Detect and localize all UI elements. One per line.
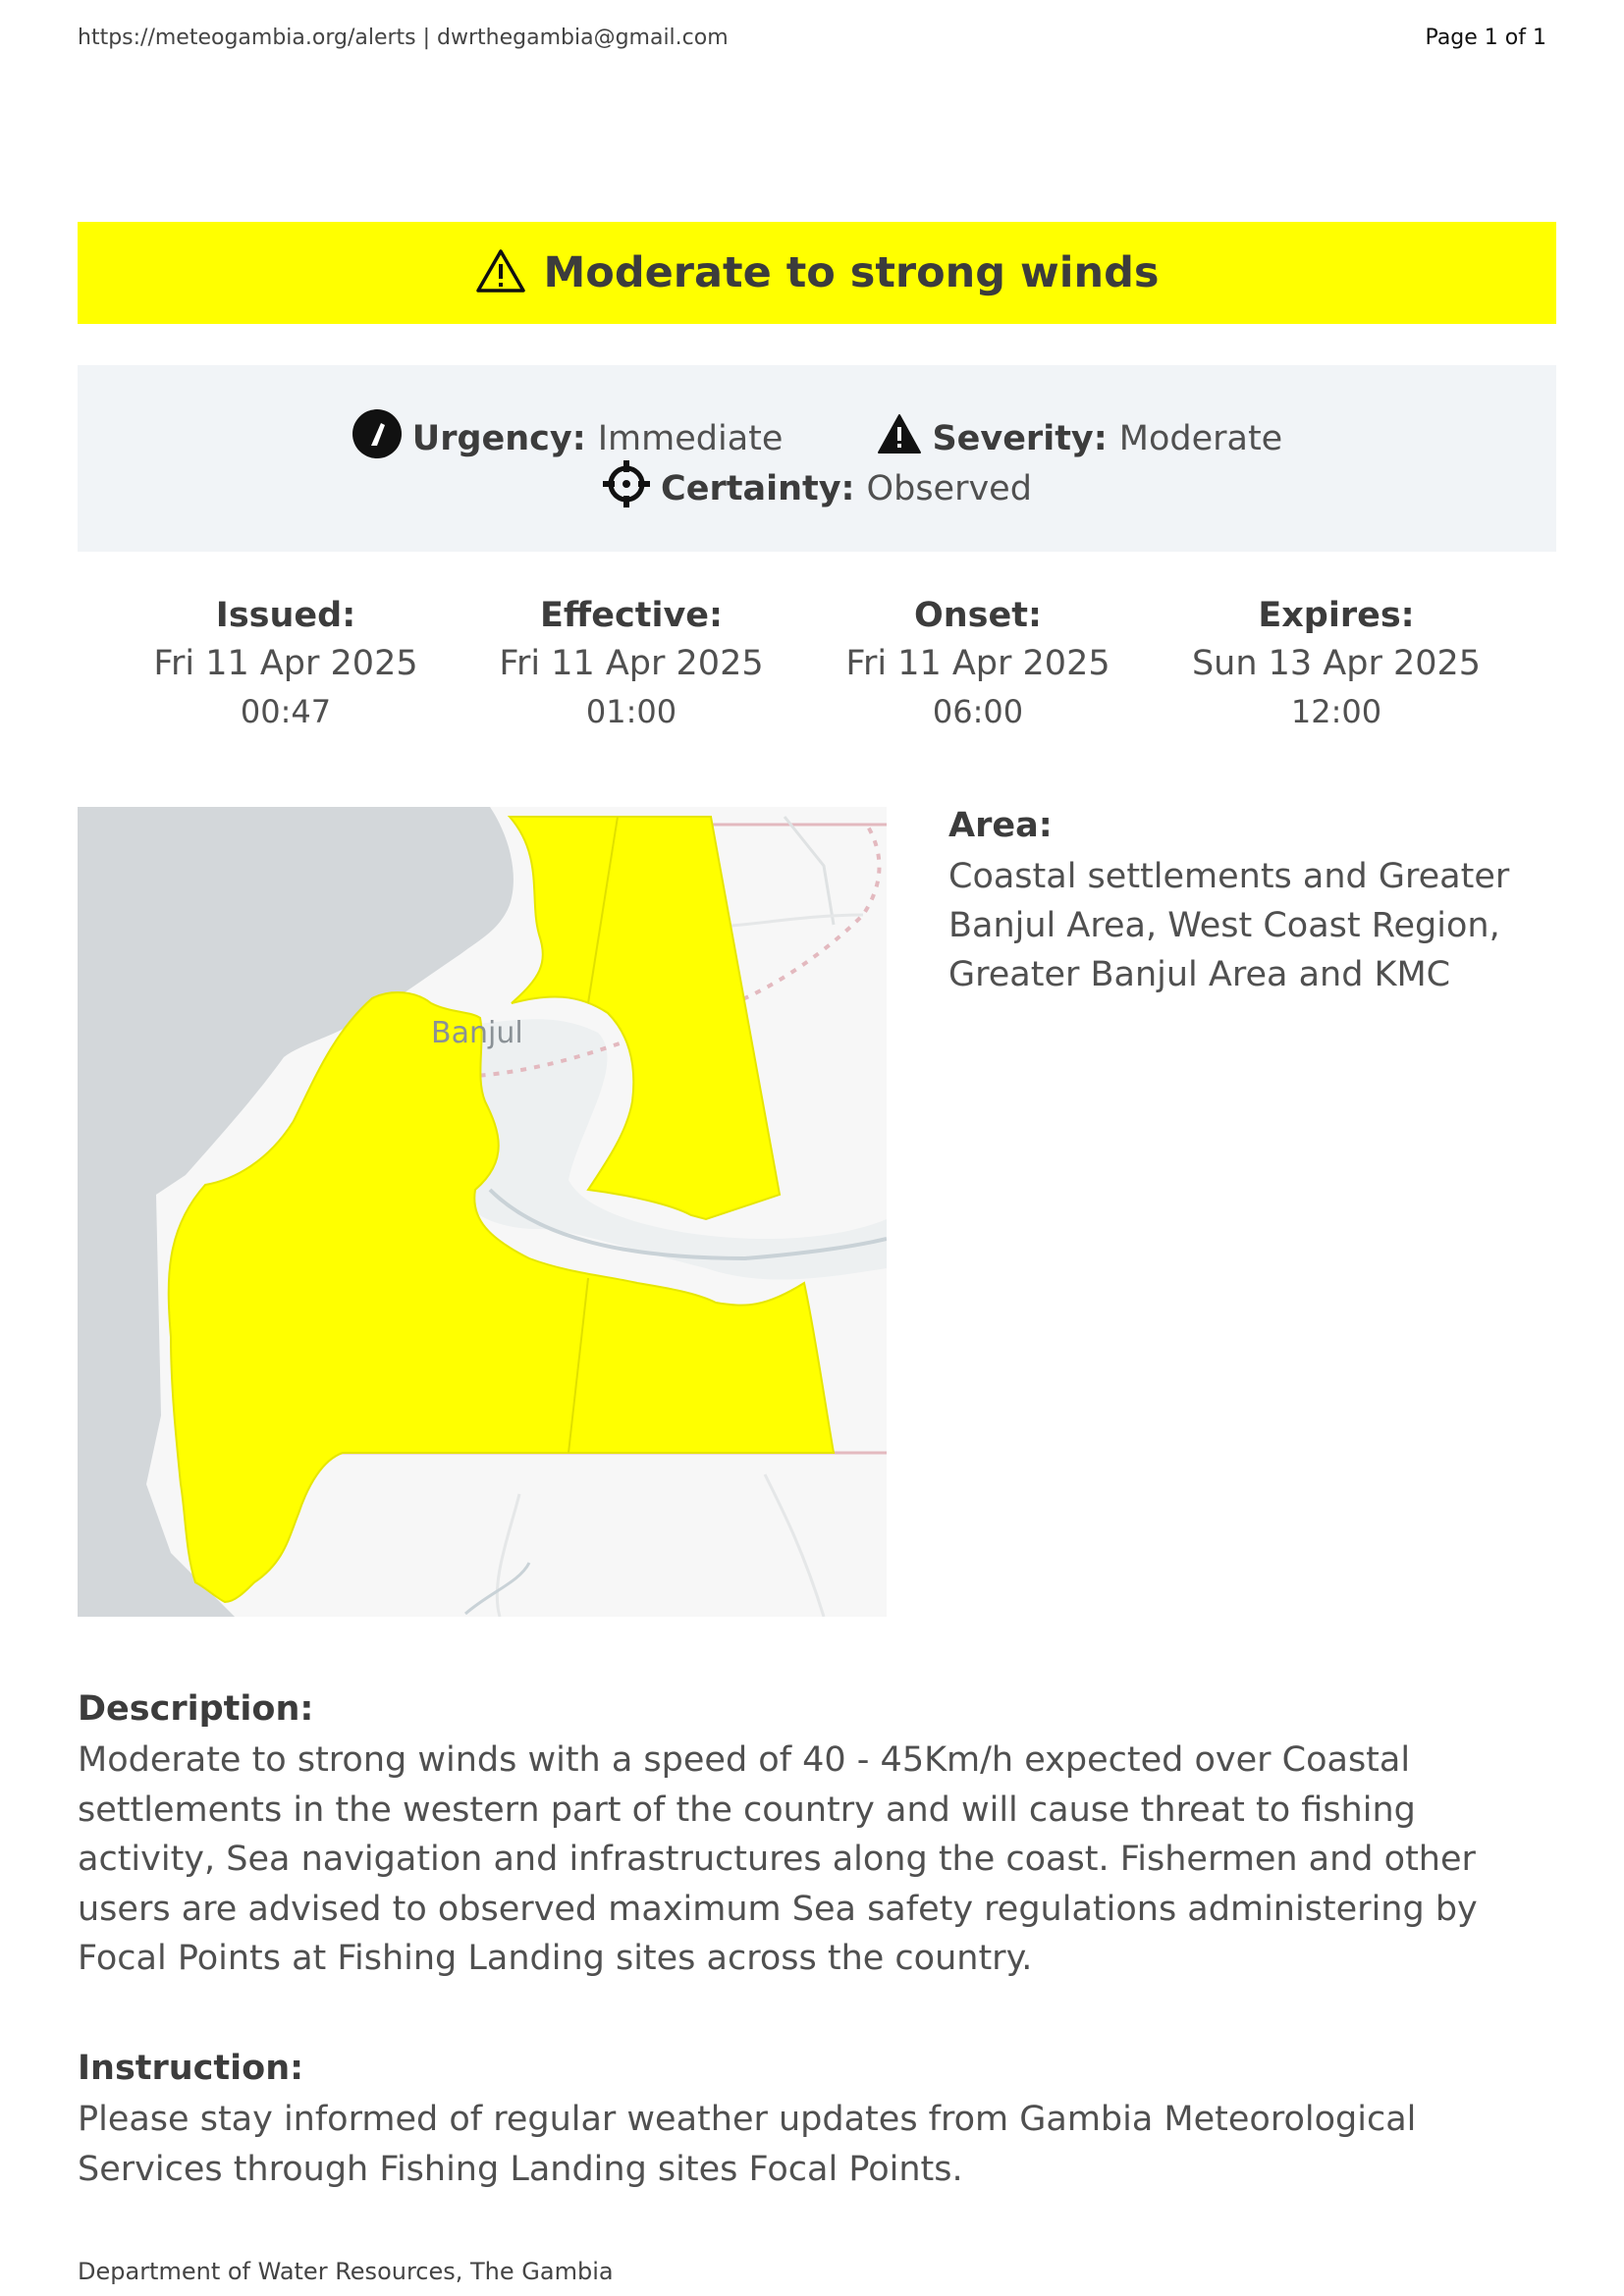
issued-column — [129, 592, 443, 735]
warning-triangle-icon — [475, 248, 526, 297]
onset-column — [821, 592, 1135, 735]
onset-label: Onset: — [914, 596, 1042, 635]
urgency-value: Immediate — [597, 418, 784, 458]
certainty-field — [602, 459, 1032, 517]
expires-time: 12:00 — [1290, 693, 1382, 730]
expires-label: Expires: — [1258, 596, 1415, 635]
header-url-email: https://meteogambia.org/alerts | dwrthegambia@gmail.com — [78, 26, 729, 50]
alert-timeline — [78, 592, 1556, 739]
area-label: Area: — [948, 806, 1053, 845]
footer-text: Department of Water Resources, The Gambia — [78, 2258, 614, 2285]
effective-column — [474, 592, 788, 735]
instruction-label: Instruction: — [78, 2049, 304, 2088]
issued-time: 00:47 — [240, 693, 332, 730]
expires-date: Sun 13 Apr 2025 — [1191, 644, 1482, 683]
certainty-label: Certainty: — [661, 468, 855, 508]
alert-banner — [78, 222, 1556, 324]
description-section — [78, 1686, 1560, 1984]
issued-date: Fri 11 Apr 2025 — [153, 644, 418, 683]
map-place-label: Banjul — [431, 1016, 523, 1050]
area-text: Coastal settlements and Greater Banjul Area, West Coast Region, Greater Banjul Area and KMC — [948, 857, 1510, 994]
description-label: Description: — [78, 1689, 314, 1729]
severity-field — [877, 413, 1282, 463]
instruction-text: Please stay informed of regular weather updates from Gambia Meteorological Services through Fishing Landing sites Focal Points. — [78, 2100, 1417, 2189]
urgency-label: Urgency: — [411, 418, 586, 458]
severity-value: Moderate — [1118, 418, 1283, 458]
alert-title: Moderate to strong winds — [543, 248, 1160, 297]
instruction-section — [78, 2046, 1560, 2194]
alert-area-map — [78, 807, 887, 1617]
effective-date: Fri 11 Apr 2025 — [499, 644, 764, 683]
effective-time: 01:00 — [585, 693, 677, 730]
issued-label: Issued: — [215, 596, 356, 635]
severity-label: Severity: — [932, 418, 1108, 458]
onset-time: 06:00 — [932, 693, 1024, 730]
alert-meta-panel — [78, 365, 1556, 552]
expires-column — [1179, 592, 1493, 735]
crosshairs-icon — [602, 459, 661, 517]
effective-label: Effective: — [539, 596, 724, 635]
exclamation-triangle-icon — [877, 413, 932, 463]
description-text: Moderate to strong winds with a speed of 40 - 45Km/h expected over Coastal settlements in the western part of the country and will cause threat to fishing activity, Sea navigation and infrastructures along the coast. Fishermen and other users are advised to observed maximum Sea safety regulations administering by Focal Points at Fishing Landing sites across the country. — [78, 1740, 1478, 1978]
certainty-value: Observed — [866, 468, 1032, 508]
area-section — [948, 803, 1538, 999]
onset-date: Fri 11 Apr 2025 — [845, 644, 1110, 683]
page-number: Page 1 of 1 — [1425, 26, 1546, 50]
